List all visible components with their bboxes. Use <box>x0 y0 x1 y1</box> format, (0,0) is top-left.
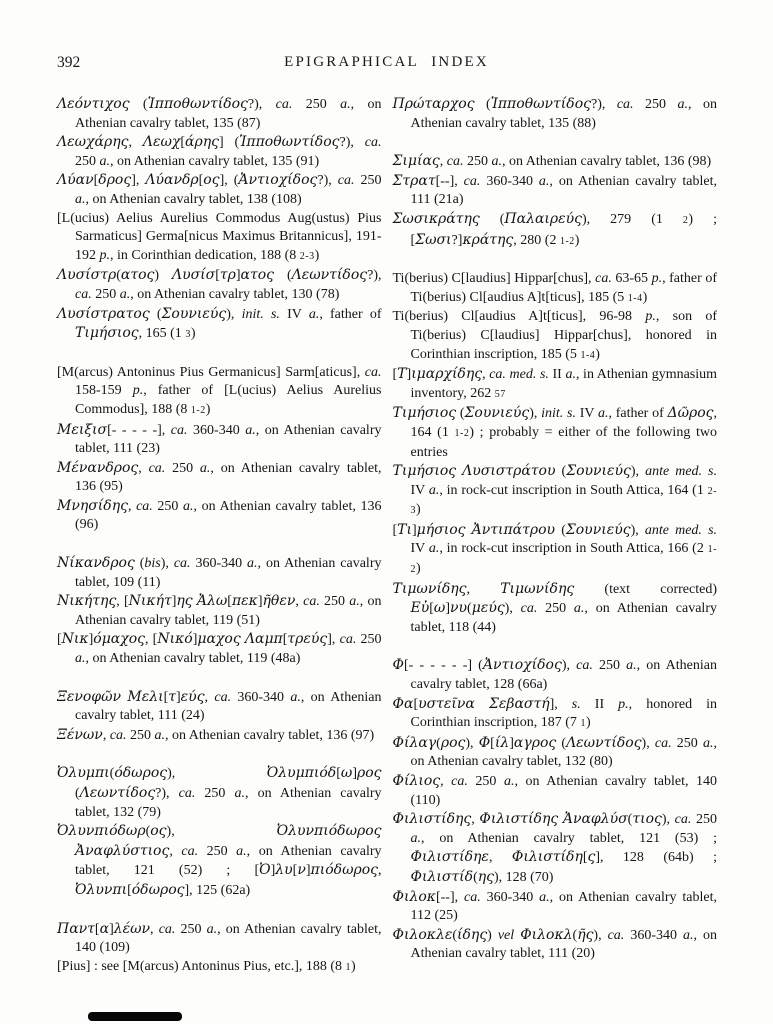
index-entry: Φ[- - - - - -] (Ἀντιοχίδος), ca. 250 a., on Athenian cavalry tablet, 128 (66a) <box>392 657 717 693</box>
index-entry: Φίλιος, ca. 250 a., on Athenian cavalry tablet, 140 (110) <box>392 773 718 808</box>
index-entry: [L(ucius) Aelius Aurelius Commodus Aug(ustus) Pius Sarmaticus] Germa[nicus Maximus Britannicus], 191-192 p., in Corinthian dedication, 188 (8 2-3) <box>57 210 382 263</box>
entry-group <box>57 95 382 345</box>
index-entry: [Νικ]όμαχος, [Νικό]μαχος Λαμπ[τρεύς], ca. 250 a., on Athenian cavalry tablet, 119 (48a) <box>57 631 382 667</box>
index-entry: Λεόντιχος (Ἱπποθωντίδος?), ca. 250 a., on Athenian cavalry tablet, 135 (87) <box>57 96 382 131</box>
index-entry: Φιλιστίδης, Φιλιστίδης Ἀναφλύσ(τιος), ca. 250 a., on Athenian cavalry tablet, 121 (53) ; Φιλιστίδηε, Φιλιστίδη[ς], 128 (64b) ; Φιλιστίδ(ης), 128 (70) <box>392 811 718 885</box>
page-title: EPIGRAPHICAL INDEX <box>284 54 489 70</box>
index-entry: [Τ]ιμαρχίδης, ca. med. s. II a., in Athenian gymnasium inventory, 262 57 <box>392 366 718 401</box>
index-entry: Πρώταρχος (Ἱπποθωντίδος?), ca. 250 a., on Athenian cavalry tablet, 135 (88) <box>392 96 717 131</box>
index-entry: Σωσικράτης (Παλαιρεύς), 279 (1 2) ; [Σωσι?]κράτης, 280 (2 1-2) <box>392 210 717 248</box>
index-entry: Σιμίας, ca. 250 a., on Athenian cavalry tablet, 136 (98) <box>392 153 712 170</box>
index-entry: Στρατ[--], ca. 360-340 a., on Athenian cavalry tablet, 111 (21a) <box>392 172 717 208</box>
index-entry: Λύαν[δρος], Λύανδρ[ος], (Ἀντιοχίδος?), ca. 250 a., on Athenian cavalry tablet, 138 (108) <box>57 172 382 207</box>
index-columns <box>57 95 717 977</box>
index-entry: [Pius] : see [M(arcus) Antoninus Pius, etc.], 188 (8 1) <box>57 958 356 974</box>
index-entry: Ξένων, ca. 250 a., on Athenian cavalry tablet, 136 (97) <box>57 726 375 743</box>
index-entry: Ti(berius) C[laudius] Hippar[chus], ca. 63-65 p., father of Ti(berius) Cl[audius A]t[ticus], 185 (5 1-4) <box>392 271 717 305</box>
index-entry: [Τι]μήσιος Ἀντιπάτρου (Σουνιεύς), ante med. s. IV a., in rock-cut inscription in South Attica, 166 (2 1-2) <box>392 521 718 577</box>
index-entry: Φίλαγ(ρος), Φ[ίλ]αγρος (Λεωντίδος), ca. 250 a., on Athenian cavalry tablet, 132 (80) <box>392 734 717 770</box>
entry-group <box>57 554 382 669</box>
index-entry: Λυσίστρατος (Σουνιεύς), init. s. IV a., father of Τιμήσιος, 165 (1 3) <box>57 305 382 342</box>
index-entry: Φιλοκ[--], ca. 360-340 a., on Athenian cavalry tablet, 112 (25) <box>392 888 717 924</box>
entry-group <box>393 95 718 133</box>
entry-group <box>57 688 382 746</box>
index-entry: Τιμήσιος Λυσιστράτου (Σουνιεύς), ante med. s. IV a., in rock-cut inscription in South Attica, 164 (1 2-3) <box>392 463 717 518</box>
index-entry: Τιμήσιος (Σουνιεύς), init. s. IV a., father of Δῶρος, 164 (1 1-2) ; probably = either of the following two entries <box>392 405 717 460</box>
index-entry: Μνησίδης, ca. 250 a., on Athenian cavalry tablet, 136 (96) <box>57 497 382 533</box>
index-entry: [M(arcus) Antoninus Pius Germanicus] Sarm[aticus], ca. 158-159 p., father of [L(ucius) Aelius Aurelius Commodus], 188 (8 1-2) <box>57 364 382 417</box>
index-entry: Λυσίστρ(ατος) Λυσίσ[τρ]ατος (Λεωντίδος?), ca. 250 a., on Athenian cavalry tablet, 130 (78) <box>57 267 382 302</box>
index-entry: Μειξισ[- - - - -], ca. 360-340 a., on Athenian cavalry tablet, 111 (23) <box>57 421 382 457</box>
entry-group <box>393 152 718 251</box>
index-entry: Νικήτης, [Νικήτ]ης Ἀλω[πεκ]ῆθεν, ca. 250 a., on Athenian cavalry tablet, 119 (51) <box>57 593 382 628</box>
entry-group <box>57 364 382 535</box>
index-column-right <box>393 95 718 977</box>
page-number: 392 <box>57 54 81 71</box>
entry-group <box>393 270 718 637</box>
index-column-left <box>57 95 382 977</box>
index-entry: Ti(berius) Cl[audius A]t[ticus], 96-98 p., son of Ti(berius) C[laudius] Hippar[chus], honored in Corinthian inscription, 185 (5 1-4) <box>392 309 717 362</box>
index-entry: Λεωχάρης, Λεωχ[άρης] (Ἱπποθωντίδος?), ca. 250 a., on Athenian cavalry tablet, 135 (91) <box>57 134 382 169</box>
index-entry: Ὀλυμπι(όδωρος), Ὀλυμπιόδ[ω]ρος (Λεωντίδος?), ca. 250 a., on Athenian cavalry tablet, 132 (79) <box>57 765 382 820</box>
index-entry: Τιμωνίδης, Τιμωνίδης (text corrected) Εὐ[ω]νυ(μεύς), ca. 250 a., on Athenian cavalry tablet, 118 (44) <box>392 580 717 635</box>
index-entry: Νίκανδρος (bis), ca. 360-340 a., on Athenian cavalry tablet, 109 (11) <box>57 555 382 590</box>
entry-group <box>57 764 382 900</box>
entry-group <box>393 656 718 964</box>
index-entry: Παντ[α]λέων, ca. 250 a., on Athenian cavalry tablet, 140 (109) <box>57 920 382 956</box>
ink-mark-artifact <box>88 1012 182 1021</box>
index-entry: Φιλοκλε(ίδης) vel Φιλοκλ(ῆς), ca. 360-340 a., on Athenian cavalry tablet, 111 (20) <box>392 926 718 962</box>
index-entry: Φα[υστεῖνα Σεβαστή], s. II p., honored in Corinthian inscription, 187 (7 1) <box>392 695 717 731</box>
index-entry: Ὀλυνπιόδωρ(ος), Ὀλυνπιόδωρος Ἀναφλύστιος, ca. 250 a., on Athenian cavalry tablet, 121 (52) ; [Ὀ]λυ[ν]πιόδωρος, Ὀλυνπι[όδωρος], 125 (62a) <box>57 823 382 898</box>
index-entry: Ξενοφῶν Μελι[τ]εύς, ca. 360-340 a., on Athenian cavalry tablet, 111 (24) <box>57 688 382 724</box>
entry-group <box>57 920 382 978</box>
page-header <box>57 54 716 76</box>
index-entry: Μένανδρος, ca. 250 a., on Athenian cavalry tablet, 136 (95) <box>57 459 382 495</box>
